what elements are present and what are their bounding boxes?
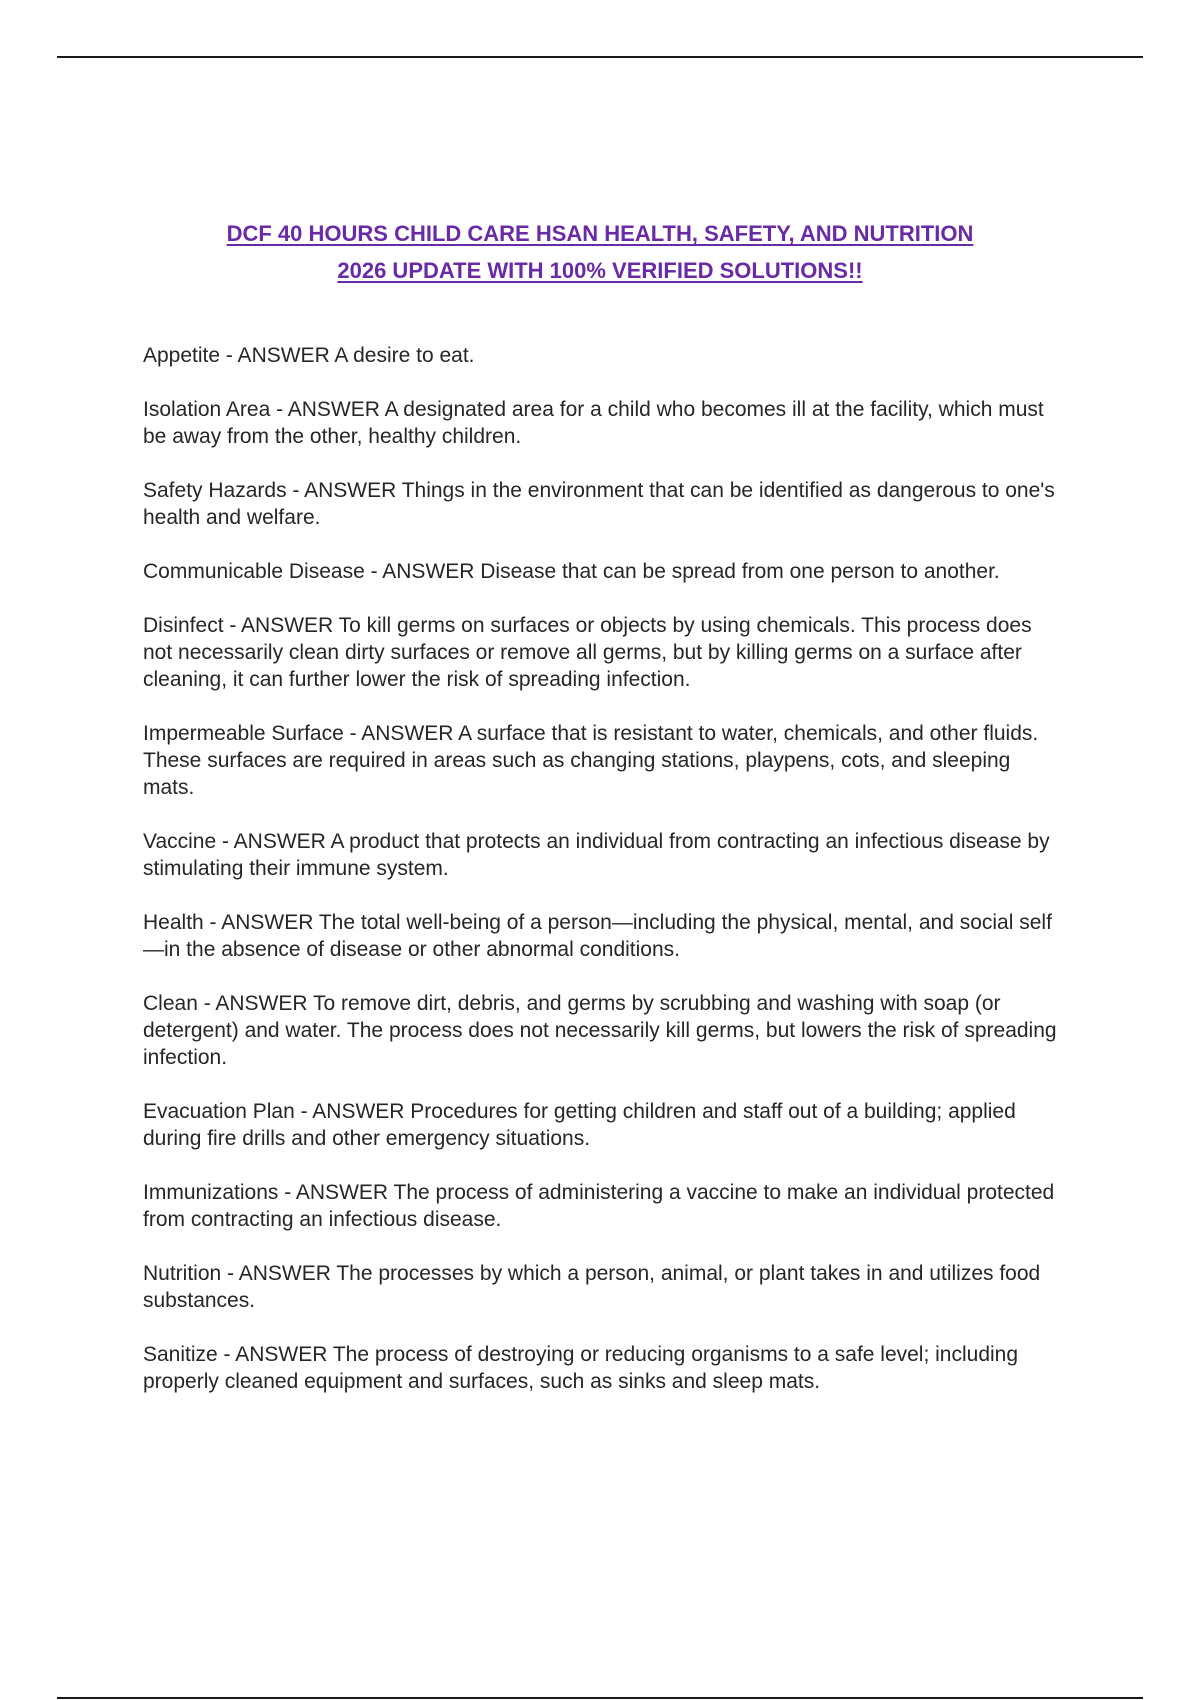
definition-health: Health - ANSWER The total well-being of a person—including the physical, mental, and social self—in the absence of disease or other abnormal conditions. — [143, 911, 1052, 961]
top-rule — [57, 56, 1143, 58]
definition-sanitize: Sanitize - ANSWER The process of destroying or reducing organisms to a safe level; including properly cleaned equipment and surfaces, such as sinks and sleep mats. — [143, 1343, 1019, 1393]
definitions-list — [143, 342, 1063, 1422]
definition-vaccine: Vaccine - ANSWER A product that protects an individual from contracting an infectious disease by stimulating their immune system. — [143, 830, 1050, 880]
document-title — [100, 215, 1100, 289]
title-line-1: DCF 40 HOURS CHILD CARE HSAN HEALTH, SAFETY, AND NUTRITION — [226, 221, 974, 246]
definition-immunizations: Immunizations - ANSWER The process of administering a vaccine to make an individual protected from contracting an infectious disease. — [143, 1181, 1055, 1231]
definition-communicable-disease: Communicable Disease - ANSWER Disease that can be spread from one person to another. — [143, 560, 1000, 583]
definition-disinfect: Disinfect - ANSWER To kill germs on surfaces or objects by using chemicals. This process does not necessarily clean dirty surfaces or remove all germs, but by killing germs on a surface after cleaning, it can further lower the risk of spreading infection. — [143, 614, 1032, 691]
definition-appetite: Appetite - ANSWER A desire to eat. — [143, 344, 475, 367]
definition-impermeable-surface: Impermeable Surface - ANSWER A surface that is resistant to water, chemicals, and other fluids. These surfaces are required in areas such as changing stations, playpens, cots, and sleeping mats. — [143, 722, 1039, 799]
definition-isolation-area: Isolation Area - ANSWER A designated area for a child who becomes ill at the facility, which must be away from the other, healthy children. — [143, 398, 1044, 448]
bottom-rule — [57, 1697, 1143, 1699]
definition-nutrition: Nutrition - ANSWER The processes by which a person, animal, or plant takes in and utilizes food substances. — [143, 1262, 1041, 1312]
title-line-2: 2026 UPDATE WITH 100% VERIFIED SOLUTIONS!! — [337, 258, 863, 283]
definition-safety-hazards: Safety Hazards - ANSWER Things in the environment that can be identified as dangerous to one's health and welfare. — [143, 479, 1055, 529]
definition-clean: Clean - ANSWER To remove dirt, debris, and germs by scrubbing and washing with soap (or detergent) and water. The process does not necessarily kill germs, but lowers the risk of spreading infection. — [143, 992, 1057, 1069]
definition-evacuation-plan: Evacuation Plan - ANSWER Procedures for getting children and staff out of a building; applied during fire drills and other emergency situations. — [143, 1100, 1016, 1150]
